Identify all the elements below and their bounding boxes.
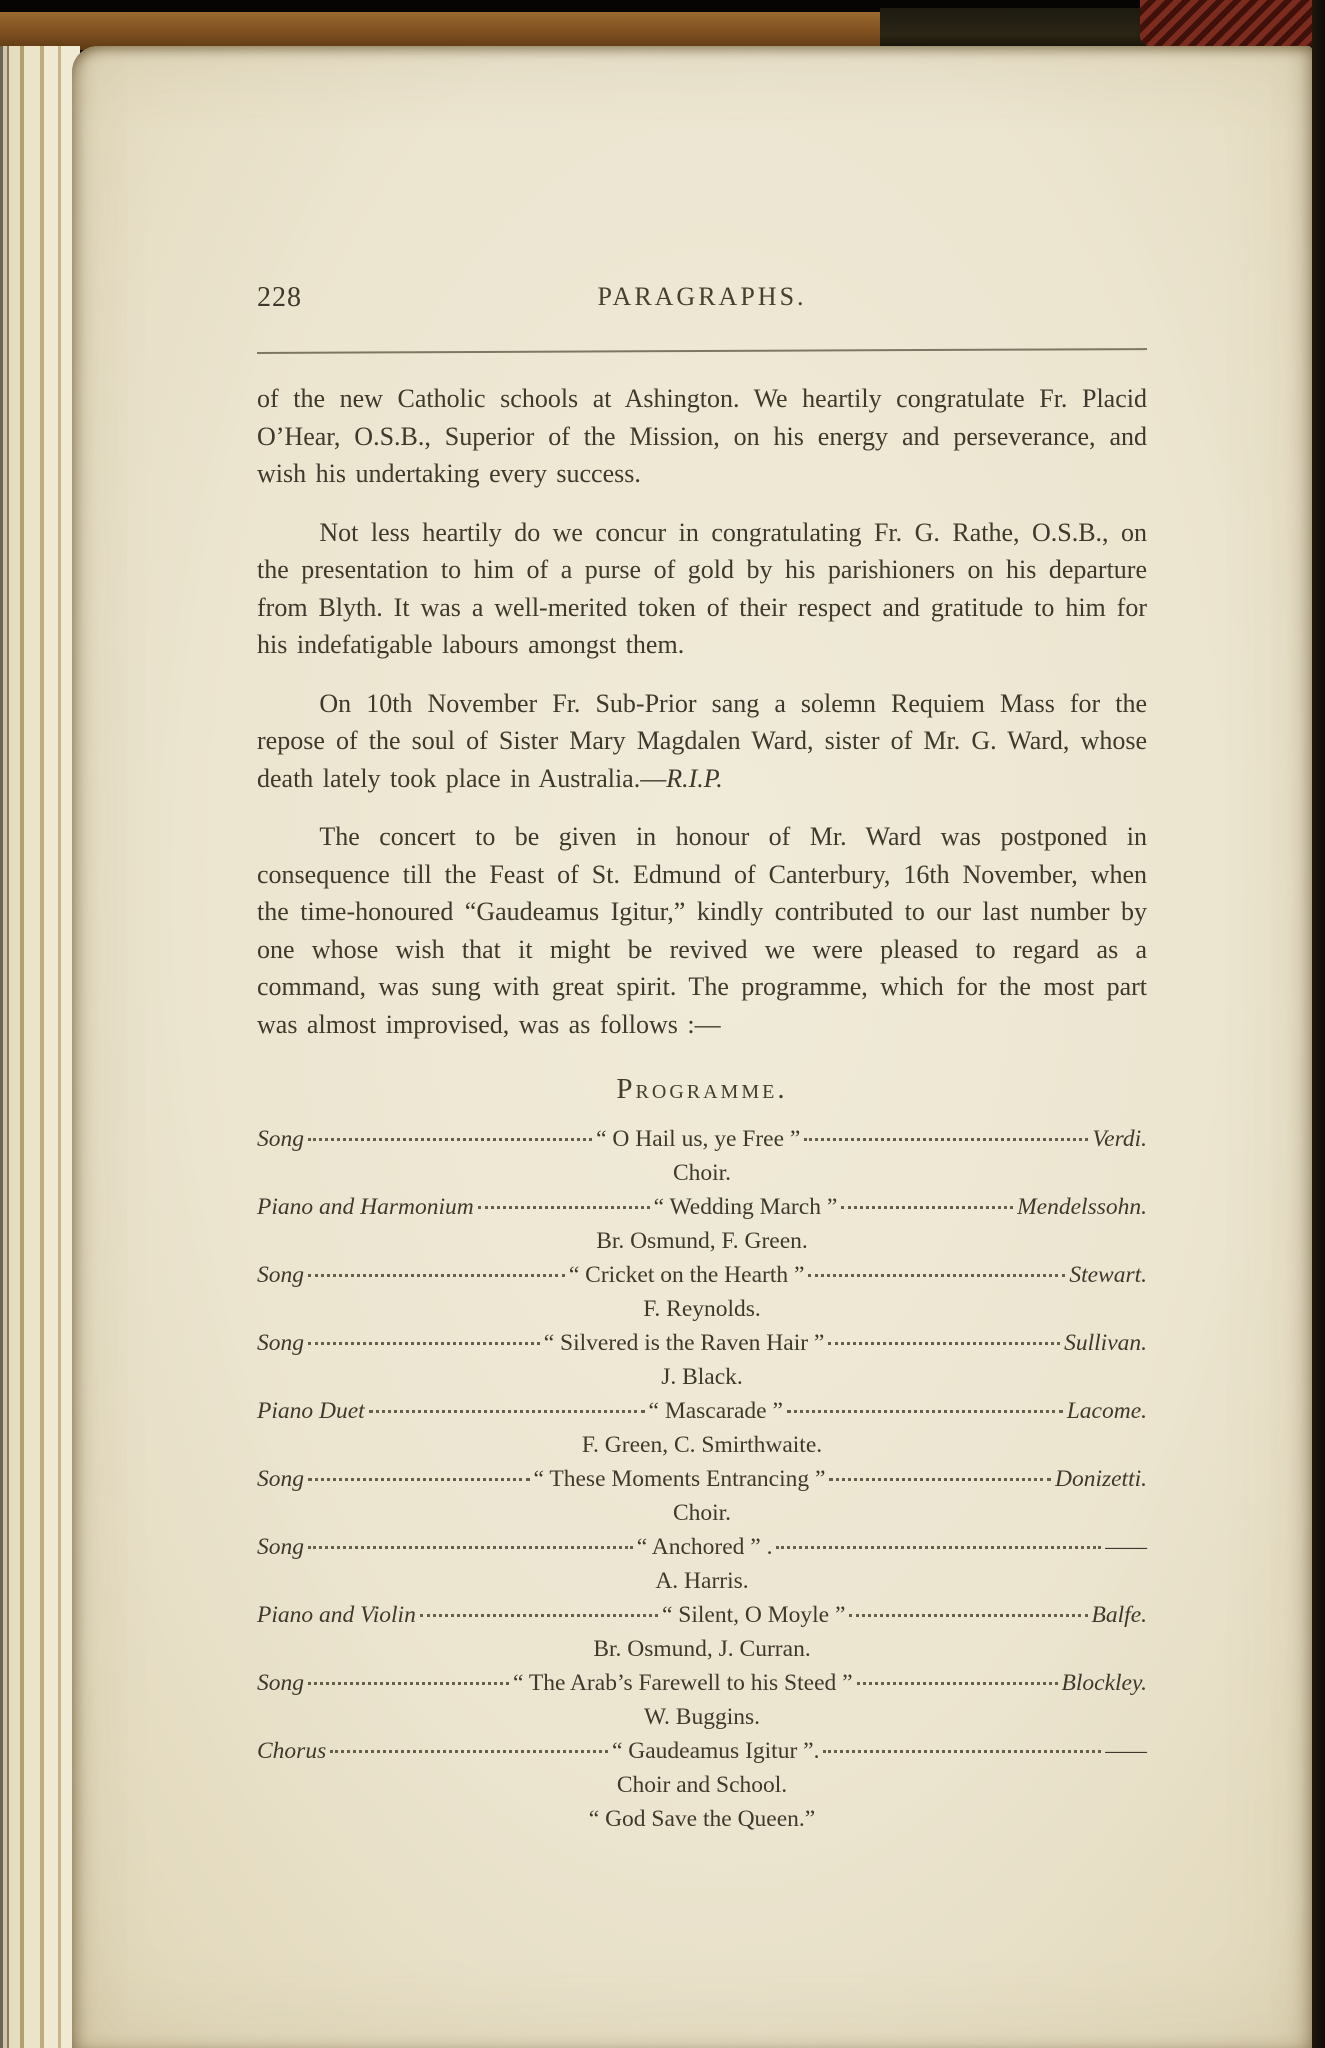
item-title: “ Silvered is the Raven Hair ” [543, 1330, 825, 1356]
item-title: “ Gaudeamus Igitur ”. [611, 1738, 820, 1764]
item-title: “ O Hail us, ye Free ” [596, 1126, 801, 1152]
item-title: “ Silent, O Moyle ” [661, 1602, 846, 1628]
dotted-leader [369, 1410, 645, 1413]
item-composer: Lacome. [1066, 1398, 1147, 1424]
rip-abbreviation: R.I.P. [666, 763, 723, 793]
leather-spine-edge [0, 12, 902, 50]
programme-row [257, 1122, 1147, 1156]
item-type: Piano and Violin [257, 1602, 416, 1628]
item-title: “ Anchored ” . [636, 1534, 773, 1560]
programme-row [257, 1394, 1147, 1428]
paragraph: Not less heartily do we concur in congratulating Fr. G. Rathe, O.S.B., on the presentation to him of a purse of gold by his parishioners on his departure from Blyth. It was a well-merited token of their respect and gratitude to him for his indefatigable labours amongst them. [257, 517, 1147, 659]
programme-heading: Programme. [616, 1073, 788, 1105]
dotted-leader [804, 1138, 1088, 1141]
dotted-leader [823, 1750, 1101, 1753]
header-rule [257, 348, 1147, 354]
item-composer: Mendelssohn. [1017, 1194, 1147, 1220]
paragraph [257, 685, 1147, 798]
dotted-leader [841, 1206, 1013, 1209]
item-composer: —— [1105, 1738, 1147, 1764]
item-title: “ These Moments Entrancing ” [533, 1466, 826, 1492]
item-title: “ Mascarade ” [648, 1398, 783, 1424]
dotted-leader [829, 1478, 1051, 1481]
programme-list [257, 1122, 1147, 1836]
item-composer: Blockley. [1061, 1670, 1147, 1696]
dotted-leader [330, 1750, 608, 1753]
programme-row [257, 1598, 1147, 1632]
item-composer: Balfe. [1091, 1602, 1147, 1628]
item-performers: Choir. [672, 1160, 732, 1186]
dotted-leader [857, 1682, 1058, 1685]
item-composer: —— [1105, 1534, 1147, 1560]
printed-content [257, 282, 1147, 1836]
dotted-leader [478, 1206, 650, 1209]
item-type: Chorus [257, 1738, 327, 1764]
item-performers: Br. Osmund, F. Green. [596, 1228, 808, 1254]
dotted-leader [308, 1342, 540, 1345]
item-composer: Verdi. [1092, 1126, 1148, 1152]
item-type: Song [257, 1534, 304, 1560]
programme-row [257, 1326, 1147, 1360]
item-title: “ The Arab’s Farewell to his Steed ” [512, 1670, 853, 1696]
item-performers: F. Green, C. Smirthwaite. [581, 1432, 823, 1458]
paragraph-continued: of the new Catholic schools at Ashington. We heartily congratulate Fr. Placid O’Hear, O.S.B., Superior of the Mission, on his energy and perseverance, and wish his undertaking every success. [257, 384, 1147, 488]
item-performers: W. Buggins. [644, 1704, 760, 1730]
programme-row [257, 1530, 1147, 1564]
programme-row [257, 1462, 1147, 1496]
dotted-leader [828, 1342, 1060, 1345]
item-type: Song [257, 1330, 304, 1356]
dotted-leader [787, 1410, 1063, 1413]
item-composer: Donizetti. [1054, 1466, 1148, 1492]
programme-row [257, 1258, 1147, 1292]
page-number: 228 [257, 282, 302, 313]
running-title: PARAGRAPHS. [597, 282, 807, 311]
item-performers: Br. Osmund, J. Curran. [593, 1636, 811, 1662]
dotted-leader [308, 1682, 509, 1685]
programme-row [257, 1666, 1147, 1700]
stacked-page-edges [0, 46, 80, 2048]
right-cover-edge [1312, 0, 1325, 2048]
item-type: Piano and Harmonium [257, 1194, 474, 1220]
programme-row [257, 1190, 1147, 1224]
item-title: “ Cricket on the Hearth ” [568, 1262, 805, 1288]
item-performers: J. Black. [661, 1364, 743, 1390]
programme-closing: “ God Save the Queen.” [588, 1806, 816, 1832]
body-text [257, 380, 1147, 1043]
dotted-leader [849, 1614, 1087, 1617]
item-type: Piano Duet [257, 1398, 365, 1424]
item-performers: Choir. [672, 1500, 732, 1526]
item-type: Song [257, 1670, 304, 1696]
dotted-leader [308, 1478, 530, 1481]
paragraph: The concert to be given in honour of Mr. Ward was postponed in consequence till the Feast of St. Edmund of Canterbury, 16th November, when the time-honoured “Gaudeamus Igitur,” kindly contributed to our last number by one whose wish that it might be revived we were pleased to regard as a command, was sung with great spirit. The programme, which for the most part was almost improvised, was as follows :— [257, 822, 1147, 1039]
item-type: Song [257, 1126, 304, 1152]
item-performers: F. Reynolds. [643, 1296, 761, 1322]
item-type: Song [257, 1466, 304, 1492]
item-composer: Sullivan. [1064, 1330, 1148, 1356]
book-page [72, 46, 1312, 2048]
paragraph-text: On 10th November Fr. Sub-Prior sang a solemn Requiem Mass for the repose of the soul of Sister Mary Magdalen Ward, sister of Mr. G. Ward, whose death lately took place in Australia.— [257, 688, 1147, 793]
item-title: “ Wedding March ” [653, 1194, 838, 1220]
item-performers: A. Harris. [655, 1568, 749, 1594]
item-type: Song [257, 1262, 304, 1288]
dotted-leader [420, 1614, 658, 1617]
programme-row [257, 1734, 1147, 1768]
dotted-leader [776, 1546, 1101, 1549]
dotted-leader [308, 1546, 633, 1549]
item-composer: Stewart. [1069, 1262, 1147, 1288]
item-performers: Choir and School. [616, 1772, 788, 1798]
dotted-leader [808, 1274, 1065, 1277]
programme-section [257, 1073, 1147, 1836]
cover-cloth-corner [1140, 0, 1325, 46]
dotted-leader [308, 1274, 565, 1277]
dotted-leader [308, 1138, 592, 1141]
page-header [257, 282, 1147, 318]
